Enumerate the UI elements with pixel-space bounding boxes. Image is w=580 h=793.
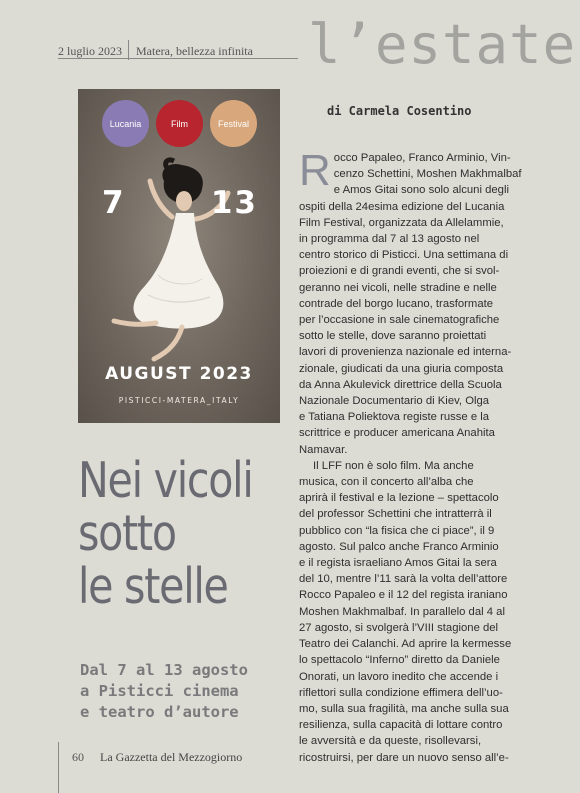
headline-line: le stelle	[78, 558, 228, 615]
poster-month-year: AUGUST 2023	[105, 364, 253, 384]
deck-line: Dal 7 al 13 agosto	[80, 661, 248, 679]
deck-line: a Pisticci cinema	[80, 682, 239, 700]
body-line: per l’occasione in sale cinematografiche	[299, 314, 500, 327]
body-line: Il LFF non è solo film. Ma anche	[313, 459, 474, 472]
deck-line: e teatro d’autore	[80, 703, 239, 721]
body-line: Teatro dei Calanchi. Ad aprire la kermesse	[299, 638, 512, 651]
body-line: ospiti della 24esima edizione del Lucania	[299, 200, 505, 213]
body-line: Moshen Makhmalbaf. In parallelo dal 4 al	[299, 605, 505, 618]
body-line: cenzo Schettini, Moshen Makhmalbaf	[333, 168, 522, 181]
body-paragraph-2	[299, 458, 521, 766]
article-headline	[78, 454, 263, 613]
poster-date-from: 7	[102, 185, 126, 221]
body-line: Nazionale Documentario di Kiev, Olga	[299, 395, 490, 408]
header-section: Matera, bellezza infinita	[136, 44, 253, 58]
body-line: e il regista israeliano Amos Gitai la sera	[299, 557, 497, 570]
body-line: Namavar.	[299, 443, 348, 456]
header-rule	[58, 58, 298, 59]
body-line: riflettori sulla condizione effimera dell’uo-	[299, 686, 503, 699]
poster-location: PISTICCI-MATERA_ITALY	[118, 396, 240, 405]
body-line: agosto. Sul palco anche Franco Arminio	[299, 540, 499, 553]
body-line: aprirà il festival e la lezione – spettacolo	[299, 492, 499, 505]
article-deck	[80, 660, 290, 723]
festival-poster	[78, 89, 280, 423]
body-line: musica, con il concerto all’alba che	[299, 476, 474, 489]
circle-festival: Festival	[210, 100, 257, 147]
body-line: resilienza, sulla capacità di lottare contro	[299, 719, 503, 732]
article-byline: di Carmela Cosentino	[327, 104, 472, 118]
article-body	[299, 146, 522, 766]
poster-date-to: 13	[210, 185, 258, 221]
circle-film: Film	[156, 100, 203, 147]
body-line: in programma dal 7 al 13 agosto nel	[299, 233, 480, 246]
body-paragraph-1	[299, 199, 521, 458]
headline-line: Nei vicoli	[78, 452, 253, 509]
body-line: Rocco Papaleo e il 12 del regista iraniano	[299, 589, 508, 602]
body-line: sotto le stelle, dove saranno proiettati	[299, 330, 487, 343]
body-line: centro storico di Pisticci. Una settimana di	[299, 249, 509, 262]
body-line: 27 agosto, si svolgerà l’VIII stagione del	[299, 621, 499, 634]
body-line: e Tatiana Poliektova registe russe e la	[299, 411, 490, 424]
body-line: pubblico con “la fisica che ci piace”, il 9	[299, 524, 495, 537]
body-line: Film Festival, organizzata da Allelammie,	[299, 216, 504, 229]
body-line: Onorati, un lavoro inedito che accende i	[299, 670, 499, 683]
body-line: contrade del borgo lucano, trasformate	[299, 297, 494, 310]
body-line: proiezioni e di grandi eventi, che si svol-	[299, 265, 500, 278]
footer-rule	[58, 742, 59, 793]
body-line: da Anna Akulevick direttrice della Scuola	[299, 378, 502, 391]
header-section-word: l’estate	[308, 13, 577, 76]
body-line: scrittrice e producer americana Anahita	[299, 427, 495, 440]
body-line: zionale, giudicati da una giuria composta	[299, 362, 504, 375]
body-line: ricostruirsi, per dare un nuovo senso all’e-	[299, 751, 509, 764]
body-line: le avversità e da queste, risollevarsi,	[299, 735, 482, 748]
body-line: lavori di provenienza nazionale ed interna-	[299, 346, 512, 359]
publication-name: La Gazzetta del Mezzogiorno	[100, 750, 243, 764]
body-line: occo Papaleo, Franco Arminio, Vin-	[333, 152, 511, 164]
body-line: del 10, mentre l’11 sarà la volta dell’attore	[299, 573, 508, 586]
body-line: geranno nei vicoli, nelle stradine e nelle	[299, 281, 497, 294]
drop-cap: R	[299, 146, 331, 195]
header-separator	[128, 40, 129, 60]
body-line: del professor Schettini che intratterrà il	[299, 508, 492, 521]
body-line: lo spettacolo “Inferno” diretto da Daniele	[299, 654, 500, 667]
body-line: e Amos Gitai sono solo alcuni degli	[333, 184, 509, 197]
headline-line: sotto	[78, 505, 176, 562]
page-number: 60	[72, 750, 84, 764]
body-line: mo, sulla sua fragilità, ma anche sulla sua	[299, 702, 509, 715]
circle-lucania: Lucania	[102, 100, 149, 147]
header-date: 2 luglio 2023	[58, 44, 123, 58]
